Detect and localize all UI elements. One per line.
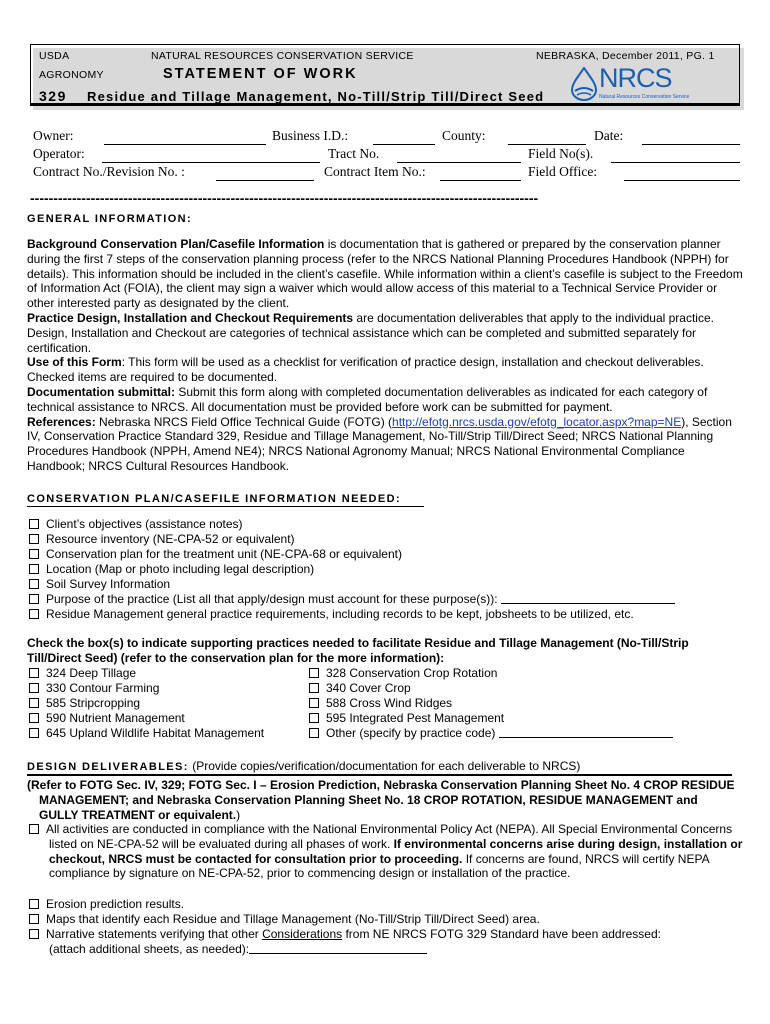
plan-item-label: Client’s objectives (assistance notes): [46, 517, 243, 531]
checkbox[interactable]: [309, 698, 319, 708]
checkbox[interactable]: [29, 609, 39, 619]
support-left-item[interactable]: [29, 711, 185, 726]
general-info-heading: GENERAL INFORMATION:: [27, 213, 193, 225]
narrative-text-c: (attach additional sheets, as needed):: [49, 942, 250, 956]
narrative-item[interactable]: [29, 927, 661, 942]
logo-subtext: Natural Resources Conservation Service: [599, 94, 690, 100]
design-heading: DESIGN DELIVERABLES:: [27, 761, 189, 773]
references-term: References:: [27, 414, 96, 429]
contract-item-field[interactable]: [440, 180, 521, 181]
nepa-text-a: All activities are conducted in compliance with the National Environmental Policy Act (NEPA). All Special Environmental Concerns listed on NE-CPA-52 will be evaluated during all phases of work.: [46, 822, 733, 851]
support-right-item[interactable]: [309, 666, 497, 681]
logo-text: NRCS: [599, 63, 672, 93]
support-left-item[interactable]: [29, 681, 159, 696]
nepa-text-b: If concerns are found, NRCS will certify NEPA compliance by signature on NE-CPA-52, prior to commencing design or installation of the practice.: [49, 851, 709, 881]
design-refer-end: ): [236, 807, 241, 822]
narrative-text-b: from NE NRCS FOTG 329 Standard have been addressed:: [342, 927, 661, 941]
checkbox[interactable]: [29, 914, 39, 924]
support-label: 585 Stripcropping: [46, 696, 141, 710]
support-label: 324 Deep Tillage: [46, 666, 137, 680]
use-form-text: : This form will be used as a checklist for verification of practice design, installation and checkout deliverables. Checked items are required to be documented.: [27, 355, 704, 385]
checkbox[interactable]: [309, 728, 319, 738]
general-info-body: [27, 237, 743, 474]
doc-submittal-term: Documentation submittal:: [27, 384, 176, 399]
purpose-field[interactable]: [501, 593, 675, 604]
plan-item-label: Soil Survey Information: [46, 577, 171, 591]
operator-label: Operator:: [33, 146, 85, 161]
checkbox[interactable]: [29, 534, 39, 544]
tract-label: Tract No.: [328, 146, 380, 161]
design-req-text: are documentation deliverables that apply to the individual practice. Design, Installation and Checkout are categories of technical assistance which can be completed and submitted separately for certification.: [27, 310, 714, 355]
nepa-text-bold: If environmental concerns arise during design, installation or checkout, NRCS must be contacted for consultation prior to proceeding.: [49, 836, 743, 866]
checkbox[interactable]: [29, 564, 39, 574]
checkbox[interactable]: [29, 594, 39, 604]
plan-item-label: Purpose of the practice (List all that apply/design must account for these purpose(s)):: [46, 592, 498, 606]
doc-submittal-text: Submit this form along with completed documentation deliverables as indicated for each category of technical assistance to NRCS. All documentation must be provided before work can be submitted for payment.: [27, 384, 708, 414]
support-left-item[interactable]: [29, 726, 264, 741]
checkbox[interactable]: [29, 683, 39, 693]
checkbox[interactable]: [29, 579, 39, 589]
owner-label: Owner:: [33, 128, 74, 143]
support-label: 588 Cross Wind Ridges: [326, 696, 453, 710]
plan-item[interactable]: [29, 607, 634, 622]
checkbox[interactable]: [29, 713, 39, 723]
narrative-text-a: Narrative statements verifying that other: [46, 927, 263, 941]
service-label: NATURAL RESOURCES CONSERVATION SERVICE: [151, 50, 414, 62]
field-office-field[interactable]: [624, 180, 740, 181]
fotg-link[interactable]: http://efotg.nrcs.usda.gov/efotg_locator.aspx?map=NE: [392, 414, 682, 429]
plan-item[interactable]: [29, 592, 675, 607]
practice-code: 329: [39, 88, 67, 104]
support-right-item[interactable]: [309, 681, 411, 696]
support-right-item[interactable]: [309, 711, 504, 726]
references-text-a: Nebraska NRCS Field Office Technical Guide (FOTG) (: [95, 414, 393, 429]
supporting-heading: Check the box(s) to indicate supporting practices needed to facilitate Residue and Tillage Management (No-Till/Strip Till/Direct Seed) (refer to the conservation plan for the more information):: [27, 636, 689, 665]
support-label: 645 Upland Wildlife Habitat Management: [46, 726, 265, 740]
owner-field[interactable]: [104, 144, 266, 145]
contract-no-field[interactable]: [216, 180, 314, 181]
checkbox[interactable]: [29, 668, 39, 678]
checkbox[interactable]: [29, 698, 39, 708]
contract-item-label: Contract Item No.:: [324, 164, 426, 179]
checkbox[interactable]: [29, 519, 39, 529]
design-rule: [27, 774, 732, 776]
support-label: 340 Cover Crop: [326, 681, 411, 695]
design-heading-note: (Provide copies/verification/documentation for each deliverable to NRCS): [188, 759, 581, 773]
support-left-item[interactable]: [29, 696, 140, 711]
nrcs-drop-icon: [569, 67, 599, 101]
support-label: 330 Contour Farming: [46, 681, 160, 695]
plan-item-label: Residue Management general practice requirements, including records to be kept, jobsheets to be utilized, etc.: [46, 607, 634, 621]
design-refer-text: (Refer to FOTG Sec. IV, 329; FOTG Sec. I – Erosion Prediction, Nebraska Conservation Planning Sheet No. 4 CROP RESIDUE MANAGEMENT; and Nebraska Conservation Planning Sheet No. 18 CROP ROTATION, RESIDUE MANAGEMENT and GULLY TREATMENT or equivalent.: [27, 778, 735, 822]
business-id-label: Business I.D.:: [272, 128, 349, 143]
erosion-label: Erosion prediction results.: [46, 897, 185, 911]
business-id-field[interactable]: [373, 144, 435, 145]
dash-separator: -------------------------------------------------------------------------------------------------------------: [30, 190, 539, 206]
narrative-attach: [49, 942, 427, 957]
checkbox[interactable]: [29, 728, 39, 738]
support-label: Other (specify by practice code): [326, 726, 496, 740]
design-refer: [27, 778, 739, 822]
background-term: Background Conservation Plan/Casefile Information: [27, 237, 325, 251]
header-box: [30, 44, 740, 106]
support-label: 590 Nutrient Management: [46, 711, 185, 725]
date-label: Date:: [594, 128, 624, 143]
checkbox[interactable]: [29, 824, 39, 834]
checkbox[interactable]: [29, 929, 39, 939]
plan-heading-underline: [27, 506, 424, 507]
use-form-term: Use of this Form: [27, 355, 122, 370]
maps-label: Maps that identify each Residue and Tillage Management (No-Till/Strip Till/Direct Seed) area.: [46, 912, 540, 926]
erosion-item[interactable]: [29, 897, 184, 912]
design-req-term: Practice Design, Installation and Checkout Requirements: [27, 310, 354, 325]
county-label: County:: [442, 128, 486, 143]
maps-item[interactable]: [29, 912, 540, 927]
state-date-page: NEBRASKA, December 2011, PG. 1: [536, 50, 715, 62]
references-text-b: ), Section IV, Conservation Practice Standard 329, Residue and Tillage Management, No-Till/Strip Till/Direct Seed; NRCS National Planning Procedures Handbook (NPPH, Amend NE4); NRCS National Agronomy Manual; NRCS National Environmental Compliance Handbook; NRCS Cultural Resources Handbook.: [27, 414, 732, 473]
design-heading-row: [27, 759, 580, 773]
narrative-field[interactable]: [249, 943, 427, 954]
considerations-term: Considerations: [262, 927, 343, 941]
discipline-label: AGRONOMY: [39, 69, 104, 81]
checkbox[interactable]: [29, 549, 39, 559]
contract-no-label: Contract No./Revision No. :: [33, 164, 185, 179]
field-office-label: Field Office:: [528, 164, 598, 179]
checkbox[interactable]: [309, 668, 319, 678]
plan-item-label: Location (Map or photo including legal description): [46, 562, 315, 576]
practice-name: Residue and Tillage Management, No-Till/Strip Till/Direct Seed: [87, 89, 545, 104]
plan-item[interactable]: [29, 547, 402, 562]
plan-item[interactable]: [29, 517, 243, 532]
county-field[interactable]: [508, 144, 586, 145]
plan-info-heading: CONSERVATION PLAN/CASEFILE INFORMATION NEEDED:: [27, 493, 402, 505]
date-field[interactable]: [642, 144, 740, 145]
plan-item[interactable]: [29, 562, 314, 577]
nrcs-logo: [569, 63, 690, 103]
plan-item-label: Conservation plan for the treatment unit (NE-CPA-68 or equivalent): [46, 547, 402, 561]
page-title: STATEMENT OF WORK: [163, 66, 358, 82]
field-nos-label: Field No(s).: [528, 146, 594, 161]
support-right-item[interactable]: [309, 726, 673, 741]
agency-label: USDA: [39, 50, 70, 62]
field-nos-field[interactable]: [611, 162, 740, 163]
support-left-item[interactable]: [29, 666, 136, 681]
support-label: 595 Integrated Pest Management: [326, 711, 505, 725]
plan-item-label: Resource inventory (NE-CPA-52 or equivalent): [46, 532, 295, 546]
operator-field[interactable]: [102, 162, 320, 163]
checkbox[interactable]: [309, 683, 319, 693]
support-right-item[interactable]: [309, 696, 452, 711]
checkbox[interactable]: [29, 899, 39, 909]
checkbox[interactable]: [309, 713, 319, 723]
plan-item[interactable]: [29, 532, 295, 547]
support-label: 328 Conservation Crop Rotation: [326, 666, 498, 680]
nepa-item[interactable]: [29, 822, 751, 881]
plan-item[interactable]: [29, 577, 170, 592]
tract-field[interactable]: [397, 162, 521, 163]
other-practice-field[interactable]: [499, 727, 673, 738]
background-text: is documentation that is gathered or prepared by the conservation planner during the first 7 steps of the conservation planning process (refer to the NRCS National Planning Procedures Handbook (NPPH) for details). This information should be included in the client’s casefile. While information within a client’s casefile is subject to the Freedom of Information Act (FOIA), the client may sign a waiver which would allow access of this material to a Technical Service Provider or other interested party as designated by the client.: [27, 237, 743, 311]
